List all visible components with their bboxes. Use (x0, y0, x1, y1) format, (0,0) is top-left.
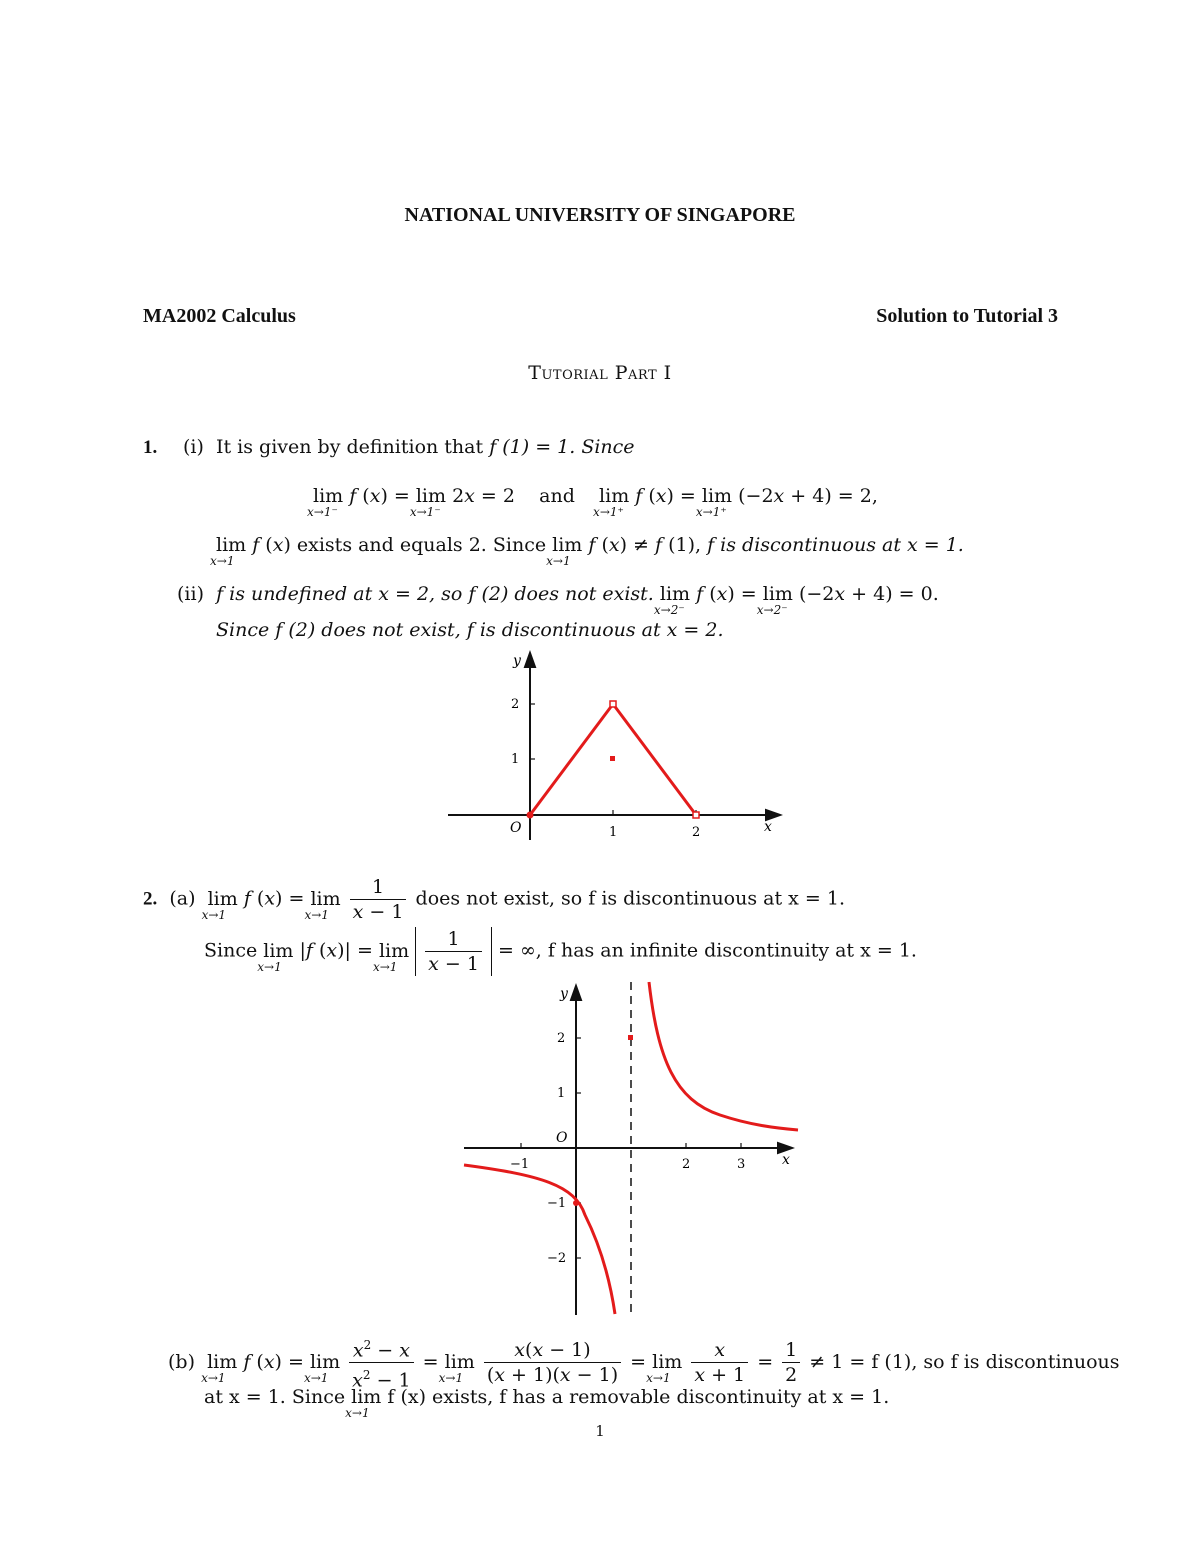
graph-1 (440, 645, 790, 845)
page-number: 1 (595, 1422, 605, 1440)
q2-a-line: 2. (a) lim x→1 f (x) = lim x→1 $\frac{1}{x - 1}$ does not exist, so f is discontinuous at x = 1. (143, 876, 845, 923)
curve-right-branch (649, 982, 798, 1130)
y-axis-arrow (525, 653, 535, 667)
course-title: MA2002 Calculus (143, 305, 296, 327)
closed-point-origin (527, 812, 534, 819)
point-0-minus1 (573, 1200, 579, 1206)
curve-segment-left (530, 704, 613, 815)
y-tick-label-1: 1 (511, 752, 520, 767)
q1-exists-line: lim x→1 f (x) exists and equals 2. Since lim x→1 f (x) ≠ f (1), f is discontinuous at x = 1. (210, 534, 964, 568)
y-tick-label-2: 2 (511, 697, 520, 712)
y-tick-label-minus1: −1 (547, 1196, 567, 1211)
y-tick-label-minus2: −2 (547, 1251, 567, 1266)
x-tick-label-1: 1 (609, 825, 618, 840)
y-axis-label: y (560, 986, 568, 1002)
origin-label: O (510, 820, 522, 836)
y-axis-label: y (513, 653, 521, 669)
q2-b-line: (b) lim x→1 f (x) = lim x→1 $\frac{x^2 - x}{x^2 - 1}$ = lim x→1 $\frac{x(x - 1)}{(x + 1)(x - 1)}$ = lim x→1 $\frac{x}{x + 1}$ = $\frac{1}{2}$ ≠ 1 = f (1), so f is discontinuous (168, 1333, 1120, 1393)
y-axis-arrow (571, 986, 581, 1000)
x-tick-label-3: 3 (737, 1157, 746, 1172)
q1-limits-line: lim x→1⁻ f (x) = lim x→1⁻ 2x = 2 and lim x→1⁺ f (x) = lim x→1⁺ (−2x + 4) = 2, (307, 485, 878, 519)
x-axis-label: x (764, 819, 772, 835)
q1-number: 1. (143, 437, 158, 458)
x-tick-label-2: 2 (682, 1157, 691, 1172)
point-f1 (610, 756, 615, 761)
graph-2 (460, 980, 810, 1320)
x-tick-label-minus1: −1 (510, 1157, 530, 1172)
curve-segment-right (613, 704, 696, 815)
university-title: NATIONAL UNIVERSITY OF SINGAPORE (404, 204, 796, 226)
open-point-1-2 (610, 701, 616, 707)
point-f1 (628, 1035, 633, 1040)
open-point-2-0 (693, 812, 699, 818)
q2-b-line2: at x = 1. Since lim x→1 f (x) exists, f has a removable discontinuity at x = 1. (204, 1386, 890, 1420)
curve-left-branch (464, 1165, 615, 1314)
y-tick-label-2: 2 (557, 1031, 566, 1046)
x-axis-label: x (782, 1152, 790, 1168)
q1-ii-line2: Since f (2) does not exist, f is discontinuous at x = 2. (216, 619, 724, 641)
x-tick-label-2: 2 (692, 825, 701, 840)
q1-ii-line: (ii) f is undefined at x = 2, so f (2) does not exist. lim x→2⁻ f (x) = lim x→2⁻ (−2x + 4) = 0. (177, 583, 939, 617)
q2-a-line2: Since lim x→1 |f (x)| = lim x→1 $\frac{1}{x - 1}$ = ∞, f has an infinite discontinuity at x = 1. (204, 928, 917, 975)
q1-i-line: (i) It is given by definition that f (1) = 1. Since (183, 436, 635, 458)
origin-label: O (556, 1130, 568, 1146)
part-heading: Tutorial Part I (528, 362, 672, 384)
solution-title: Solution to Tutorial 3 (876, 305, 1058, 327)
y-tick-label-1: 1 (557, 1086, 566, 1101)
